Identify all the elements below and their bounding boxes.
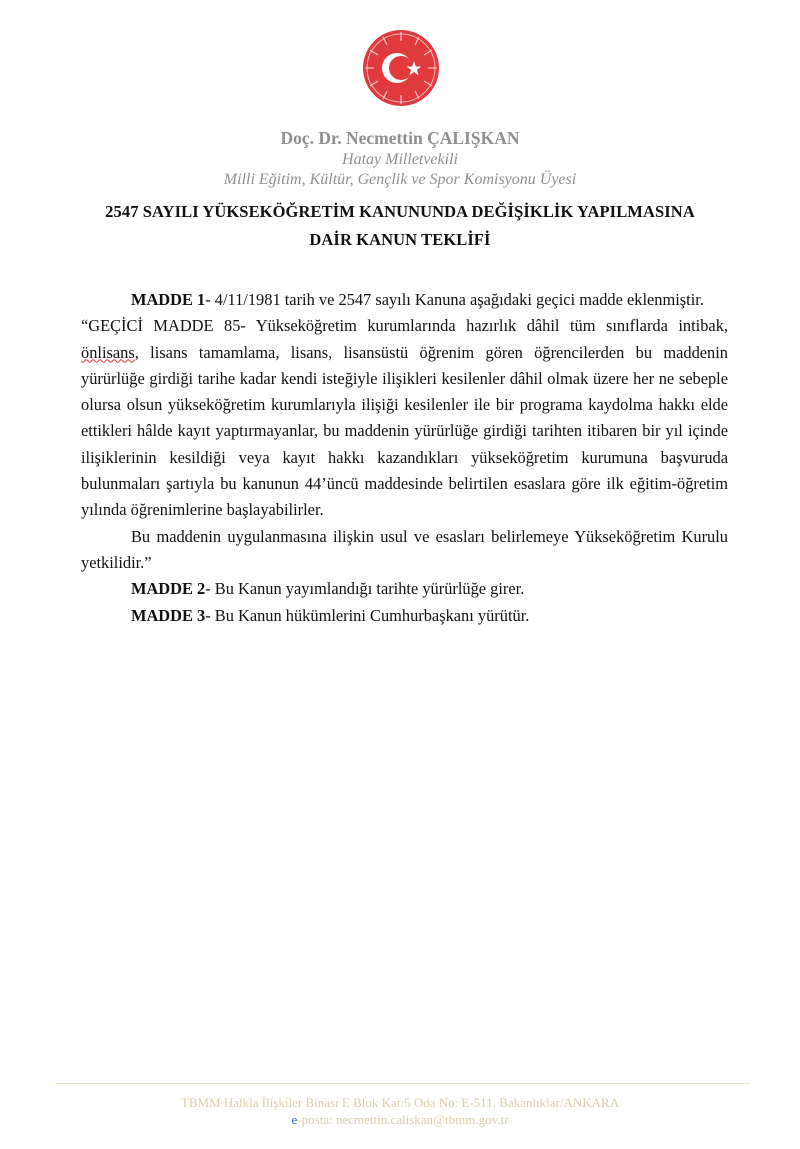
article-3-text: - Bu Kanun hükümlerini Cumhurbaşkanı yürütür. bbox=[205, 605, 530, 625]
document-title-line2: DAİR KANUN TEKLİFİ bbox=[309, 230, 491, 249]
crescent-star-icon bbox=[361, 28, 441, 108]
article-2-text: - Bu Kanun yayımlandığı tarihte yürürlüğe girer. bbox=[205, 579, 525, 599]
provisional-article-start: “GEÇİCİ MADDE 85- Yükseköğretim kurumlarında hazırlık dâhil tüm sınıflarda intibak, bbox=[81, 316, 728, 336]
article-2 bbox=[81, 576, 728, 602]
author-name: Doç. Dr. Necmettin ÇALIŞKAN bbox=[280, 128, 520, 148]
email-prefix: e bbox=[291, 1112, 298, 1127]
article-1 bbox=[81, 287, 728, 313]
spellcheck-flagged-word: önlisans bbox=[81, 342, 135, 362]
article-2-label: MADDE 2 bbox=[131, 579, 206, 599]
procedures-paragraph: Bu maddenin uygulanmasına ilişkin usul ve esasları belirlemeye Yükseköğretim Kurulu yetkilidir.” bbox=[81, 526, 728, 572]
footer-divider bbox=[56, 1083, 750, 1084]
footer-email bbox=[0, 1112, 800, 1128]
article-3 bbox=[81, 603, 728, 629]
article-1-text: - 4/11/1981 tarih ve 2547 sayılı Kanuna aşağıdaki geçici madde eklenmiştir. bbox=[205, 290, 704, 309]
author-commission: Milli Eğitim, Kültür, Gençlik ve Spor Komisyonu Üyesi bbox=[223, 171, 577, 188]
author-constituency: Hatay Milletvekili bbox=[342, 151, 458, 168]
provisional-article-85 bbox=[81, 313, 728, 523]
email-text: -posta: necmettin.caliskan@tbmm.gov.tr bbox=[297, 1112, 509, 1127]
footer-address: TBMM Halkla İlişkiler Binası E Blok Kat:5 Oda No: E-511, Bakanlıklar/ANKARA bbox=[180, 1095, 620, 1110]
tbmm-logo bbox=[361, 28, 441, 108]
article-1-label: MADDE 1 bbox=[131, 290, 206, 309]
provisional-article-rest: , lisans tamamlama, lisans, lisansüstü öğrenim gören öğrencilerden bu maddenin yürürlüğe girdiği tarihe kadar kendi isteğiyle ilişikleri kesilenler dâhil olmak üzere her ne sebeple olursa olsun yükseköğretim kurumlarıyla ilişiği kesilenler ile bir programa kaydolma hakkı elde ettikleri hâlde kayıt yaptırmayanlar, bu maddenin yürürlüğe girdiği tarihten itibaren bir yıl içinde ilişiklerinin kesildiği veya kayıt hakkı kazandıkları yükseköğretim kurumuna başvuruda bulunmaları şartıyla bu kanunun 44’üncü maddesinde belirtilen esaslara göre ilk eğitim-öğretim yılında öğrenimlerine başlayabilirler. bbox=[81, 342, 728, 520]
article-3-label: MADDE 3 bbox=[131, 605, 206, 625]
document-title-line1: 2547 SAYILI YÜKSEKÖĞRETİM KANUNUNDA DEĞİŞİKLİK YAPILMASINA bbox=[105, 202, 695, 221]
document-body bbox=[81, 287, 728, 629]
